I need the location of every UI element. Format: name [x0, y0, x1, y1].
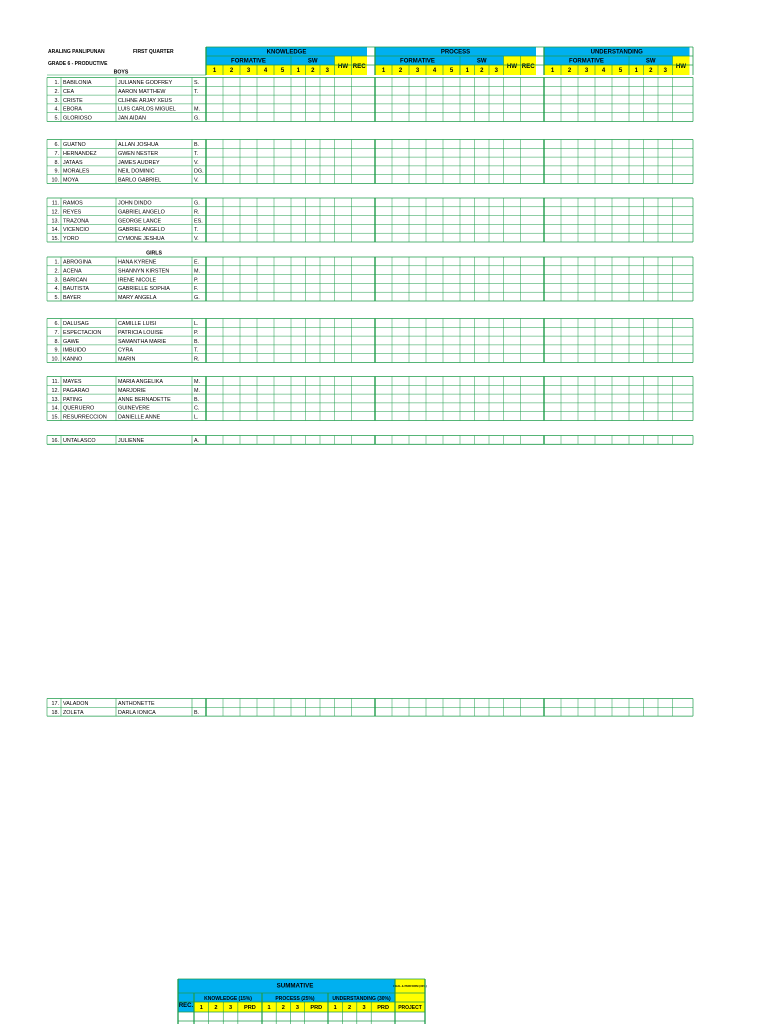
student-first-name: CAMILLE LUISI — [118, 321, 157, 328]
number-label: 4 — [263, 68, 268, 75]
summative-group-label: KNOWLEDGE (15%) — [204, 995, 252, 1002]
student-middle-initial: G. — [194, 115, 200, 122]
summative-number-label: PRD — [377, 1005, 390, 1011]
student-middle-initial: T. — [194, 89, 199, 95]
student-first-name: GUINEVERE — [118, 405, 150, 412]
student-number: 2. — [54, 268, 59, 275]
student-number: 11. — [51, 379, 59, 386]
student-middle-initial: S. — [194, 80, 200, 87]
student-middle-initial: G. — [194, 200, 200, 207]
student-number: 5. — [54, 115, 59, 122]
student-last-name: YORO — [63, 235, 79, 242]
number-label: 1 — [296, 68, 300, 75]
student-last-name: UNTALASCO — [63, 438, 96, 445]
student-number: 1. — [54, 80, 59, 87]
student-first-name: ANTHONETTE — [118, 701, 155, 708]
student-number: 12. — [51, 388, 59, 394]
number-label: 2 — [398, 68, 403, 75]
student-number: 11. — [51, 200, 59, 207]
student-last-name: EBORA — [63, 106, 82, 113]
student-first-name: MARIA ANGELIKA — [118, 379, 163, 386]
student-middle-initial: M. — [194, 106, 200, 113]
student-number: 7. — [54, 151, 59, 157]
formative-label: FORMATIVE — [569, 58, 604, 65]
student-number: 10. — [51, 356, 59, 363]
student-number: 14. — [51, 227, 59, 234]
student-first-name: DARLA IONICA — [118, 710, 156, 716]
student-first-name: MARY ANGELA — [118, 294, 157, 301]
student-last-name: BAYER — [63, 294, 81, 301]
student-middle-initial: M. — [194, 388, 200, 394]
student-first-name: ANNE BERNADETTE — [118, 396, 171, 403]
student-first-name: JOHN DINDO — [118, 200, 152, 207]
summative-number-label: 1 — [267, 1005, 271, 1011]
student-first-name: GEORGE LANCE — [118, 218, 162, 225]
sw-label: SW — [645, 58, 656, 65]
student-number: 12. — [51, 209, 59, 216]
student-first-name: SHANNYN KIRSTEN — [118, 268, 170, 275]
student-last-name: CEA — [63, 89, 75, 95]
student-last-name: BARICAN — [63, 277, 87, 284]
student-middle-initial: M. — [194, 268, 200, 275]
girls-label: GIRLS — [146, 250, 162, 257]
student-first-name: CLIHNE ARJAY XEUS — [118, 97, 173, 104]
student-number: 8. — [54, 159, 59, 166]
student-middle-initial: M. — [194, 379, 200, 386]
student-last-name: GLORIOSO — [63, 115, 92, 122]
summative-number-label: 1 — [199, 1005, 203, 1011]
number-label: 3 — [415, 68, 420, 75]
student-number: 18. — [51, 710, 59, 716]
student-last-name: QUERUERO — [63, 405, 95, 412]
student-first-name: GWEN NESTER — [118, 151, 159, 157]
student-first-name: BARLO GABRIEL — [118, 177, 162, 184]
number-label: 3 — [494, 68, 498, 75]
hw-label: HW — [506, 63, 518, 70]
student-number: 1. — [54, 259, 59, 266]
number-label: 1 — [381, 68, 386, 75]
student-number: 9. — [54, 347, 59, 354]
student-middle-initial: E. — [194, 259, 200, 266]
student-number: 17. — [51, 701, 59, 708]
summative-number-label: PRD — [244, 1005, 256, 1011]
student-number: 13. — [51, 396, 59, 403]
number-label: 4 — [601, 68, 606, 75]
student-middle-initial: ES. — [194, 218, 203, 225]
group-label: UNDERSTANDING — [590, 49, 643, 56]
final-header — [395, 979, 425, 1002]
final-label: REAL & PERFORM (30%) — [393, 984, 427, 988]
student-number: 7. — [54, 330, 59, 336]
student-number: 15. — [51, 414, 59, 421]
student-last-name: RAMOS — [63, 200, 83, 207]
boys-label: BOYS — [113, 69, 129, 76]
number-label: 5 — [280, 68, 285, 75]
student-last-name: MORALES — [63, 168, 90, 175]
rec-label: REC — [521, 63, 535, 70]
student-last-name: GUATNO — [63, 142, 86, 149]
summative-rec: REC. — [178, 1003, 194, 1009]
student-number: 4. — [54, 106, 59, 113]
student-middle-initial: R. — [194, 356, 200, 363]
student-first-name: GABRIEL ANGELO — [118, 209, 165, 216]
student-last-name: ACENA — [63, 268, 82, 275]
number-label: 4 — [432, 68, 437, 75]
summative-group-label: UNDERSTANDING (30%) — [332, 995, 391, 1002]
number-label: 5 — [618, 68, 623, 75]
student-middle-initial: V. — [194, 177, 199, 184]
formative-label: FORMATIVE — [231, 58, 266, 65]
student-first-name: GABRIELLE SOPHIA — [118, 286, 170, 293]
student-middle-initial: T. — [194, 151, 199, 157]
number-label: 1 — [212, 68, 217, 75]
sw-label: SW — [307, 58, 318, 65]
student-last-name: BABILONIA — [63, 80, 92, 87]
summative-group-label: PROCESS (25%) — [275, 995, 315, 1002]
student-middle-initial: B. — [194, 142, 200, 149]
student-last-name: TRAZONA — [63, 218, 89, 225]
student-first-name: HANA KYRENE — [118, 259, 157, 266]
student-number: 10. — [51, 177, 59, 184]
student-number: 6. — [54, 321, 59, 328]
summative-number-label: 1 — [333, 1005, 337, 1011]
number-label: 2 — [649, 68, 653, 75]
student-last-name: DALUSAG — [63, 321, 89, 328]
student-number: 5. — [54, 294, 59, 301]
sw-label: SW — [476, 58, 487, 65]
student-last-name: KANNO — [63, 356, 83, 363]
student-first-name: NEIL DOMINIC — [118, 168, 155, 175]
student-middle-initial: P. — [194, 330, 199, 336]
student-last-name: PAGARAO — [63, 388, 90, 394]
student-first-name: MARIN — [118, 356, 136, 363]
summative-number-label: 2 — [214, 1005, 218, 1011]
student-first-name: DANIELLE ANNE — [118, 414, 161, 421]
number-label: 1 — [634, 68, 638, 75]
student-last-name: IMBUIDO — [63, 347, 87, 354]
number-label: 2 — [311, 68, 315, 75]
subject-title: ARALING PANLIPUNAN — [48, 49, 105, 55]
student-first-name: GABRIEL ANGELO — [118, 227, 165, 234]
student-number: 2. — [54, 89, 59, 95]
summative-number-label: PRD — [310, 1005, 323, 1011]
student-last-name: MOYA — [63, 177, 79, 184]
student-first-name: MARJORIE — [118, 388, 146, 394]
student-last-name: HERNANDEZ — [63, 151, 97, 157]
summative-number-label: 3 — [295, 1005, 300, 1011]
summative-number-label: 2 — [348, 1005, 352, 1011]
student-first-name: JULIENNE — [118, 438, 145, 445]
number-label: 3 — [584, 68, 589, 75]
summative-number-label: 3 — [362, 1005, 366, 1011]
summative-title: SUMMATIVE — [276, 982, 314, 990]
student-number: 16. — [51, 438, 59, 445]
student-last-name: GAWE — [63, 338, 80, 345]
number-label: 3 — [663, 68, 667, 75]
student-last-name: PATING — [63, 396, 83, 403]
number-label: 2 — [229, 68, 234, 75]
number-label: 5 — [449, 68, 454, 75]
student-middle-initial: V. — [194, 159, 199, 166]
student-number: 9. — [54, 168, 59, 175]
student-last-name: JATAAS — [63, 159, 83, 166]
rec-label: REC — [352, 63, 366, 70]
hw-label: HW — [675, 63, 687, 70]
student-last-name: VALADON — [63, 701, 89, 708]
student-middle-initial: T. — [194, 227, 199, 234]
student-first-name: JAMES AUDREY — [118, 159, 160, 166]
student-middle-initial: R. — [194, 209, 200, 216]
number-label: 3 — [325, 68, 329, 75]
student-middle-initial: F. — [194, 286, 199, 293]
student-last-name: ABROGINA — [63, 259, 92, 266]
student-middle-initial: T. — [194, 347, 199, 354]
group-label: PROCESS — [440, 49, 471, 56]
student-middle-initial: C. — [194, 405, 200, 412]
student-last-name: RESURRECCION — [63, 414, 107, 421]
group-label: KNOWLEDGE — [266, 49, 307, 56]
student-first-name: CYMONE JESHUA — [118, 235, 165, 242]
summative-number-label: 2 — [281, 1005, 285, 1011]
student-last-name: ZOLETA — [63, 710, 84, 716]
number-label: 1 — [465, 68, 469, 75]
student-number: 4. — [54, 286, 59, 293]
number-label: 3 — [246, 68, 251, 75]
student-number: 8. — [54, 338, 59, 345]
quarter-title: FIRST QUARTER — [133, 49, 174, 55]
student-middle-initial: G. — [194, 294, 200, 301]
student-middle-initial: DG. — [194, 168, 204, 175]
student-number: 13. — [51, 218, 59, 225]
summative-project-label: PROJECT — [398, 1005, 422, 1011]
student-first-name: ALLAN JOSHUA — [118, 142, 159, 149]
student-first-name: LUIS CARLOS MIGUEL — [118, 106, 176, 113]
student-first-name: AARON MATTHEW — [118, 89, 166, 95]
student-last-name: ESPECTACION — [63, 330, 102, 336]
student-last-name: VICENCIO — [63, 227, 90, 234]
student-last-name: CRISTE — [63, 97, 83, 104]
number-label: 2 — [480, 68, 484, 75]
student-middle-initial: B. — [194, 396, 200, 403]
student-number: 3. — [54, 277, 59, 284]
student-middle-initial: A. — [194, 438, 200, 445]
student-last-name: REYES — [63, 209, 82, 216]
section-title: GRADE 6 - PRODUCTIVE — [48, 61, 108, 67]
student-first-name: PATRICIA LOUISE — [118, 330, 164, 336]
formative-label: FORMATIVE — [400, 58, 435, 65]
student-middle-initial: L. — [194, 321, 199, 328]
student-last-name: BAUTISTA — [63, 286, 89, 293]
student-number: 3. — [54, 97, 59, 104]
student-number: 14. — [51, 405, 59, 412]
number-label: 1 — [550, 68, 555, 75]
hw-label: HW — [337, 63, 349, 70]
student-middle-initial: P. — [194, 277, 199, 284]
student-middle-initial: L. — [194, 414, 199, 421]
student-number: 15. — [51, 235, 59, 242]
number-label: 2 — [567, 68, 572, 75]
student-number: 6. — [54, 142, 59, 149]
student-first-name: JAN AIDAN — [118, 115, 146, 122]
student-last-name: MAYES — [63, 379, 82, 386]
student-first-name: JULIANNE GODFREY — [118, 80, 173, 87]
student-middle-initial: V. — [194, 235, 199, 242]
summative-number-label: 3 — [228, 1005, 233, 1011]
student-first-name: SAMANTHA MARIE — [118, 338, 167, 345]
student-first-name: CYRA — [118, 347, 133, 354]
student-first-name: IRENE NICOLE — [118, 277, 157, 284]
student-middle-initial: B. — [194, 338, 200, 345]
student-middle-initial: B. — [194, 710, 200, 716]
